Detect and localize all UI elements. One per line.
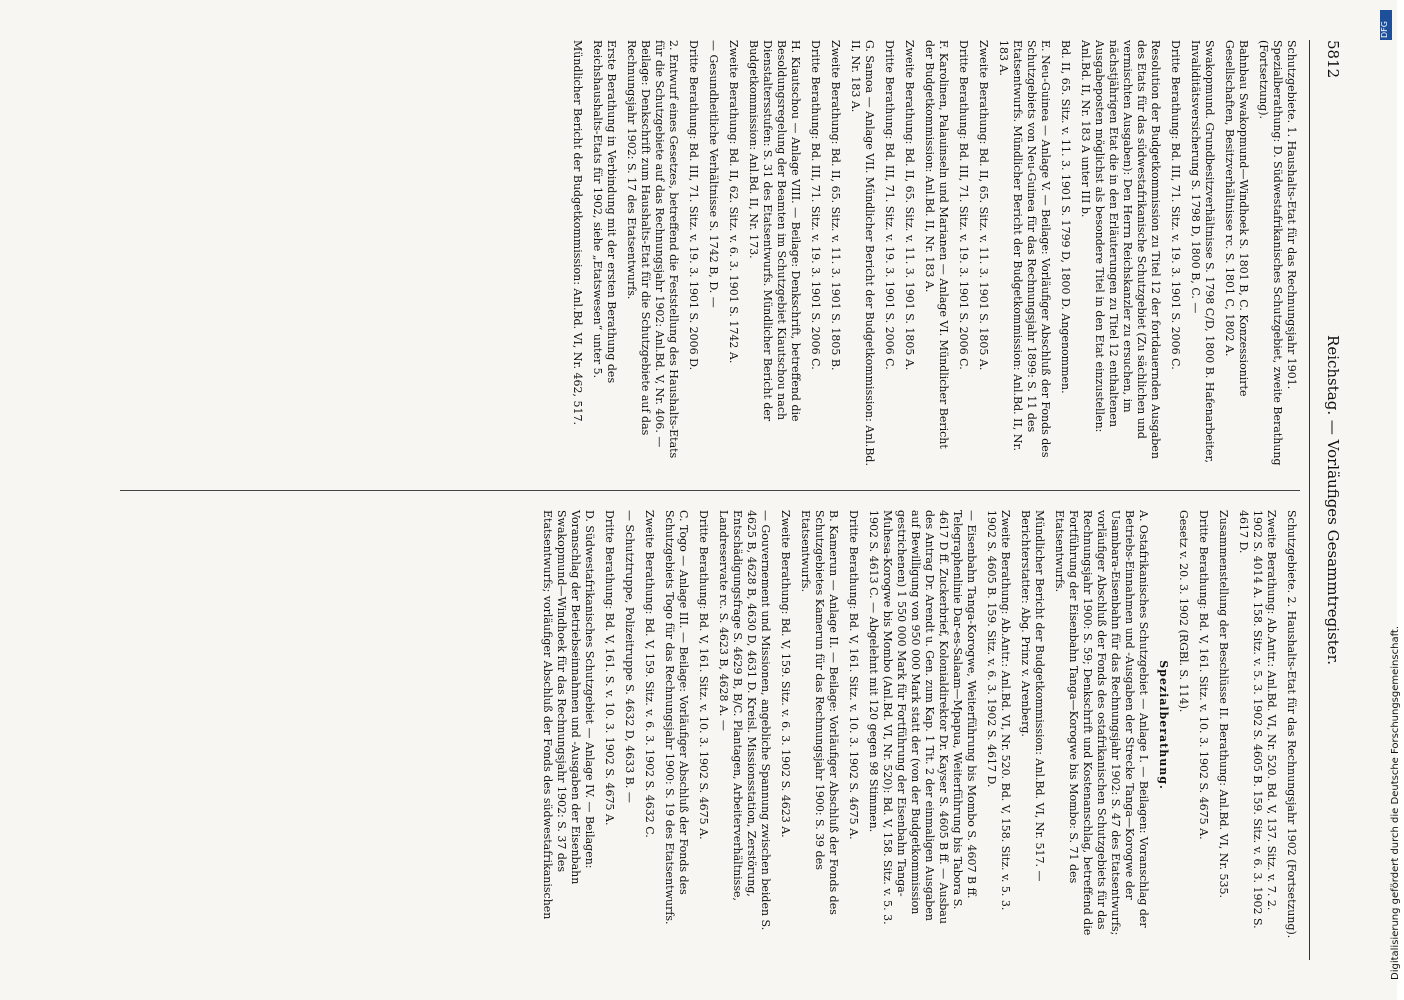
register-entry: Zweite Berathung: Bd. II, 62. Sitz. v. 6. 3. 1901 S. 1742 A. (727, 40, 740, 364)
register-entry: Mündlicher Bericht der Budgetkommission: Anl.Bd. VI, Nr. 462, 517. (571, 40, 584, 426)
register-entry: H. Kiautschou — Anlage VIII. — Beilage: Denkschrift, betreffend die Besoldungsregelung der Beamten im Schutzgebiet Kiautschou nach Dienstaltersstufen: S. 31 des Etatsentwurfs. Mündlicher Bericht der Budgetkommission: Anl.Bd. II, Nr. 173. (747, 40, 802, 422)
register-entry: Schutzgebiete. 2. Haushalts-Etat für das Rechnungsjahr 1902 (Fortsetzung). (1285, 510, 1298, 939)
page-header (1310, 40, 1350, 960)
credit-strip (1376, 20, 1401, 980)
register-entry: — Schutztruppe, Polizeitruppe S. 4632 D, 4633 B. — (623, 510, 636, 803)
register-entry: Zweite Berathung: Bd. II, 65. Sitz. v. 11. 3. 1901 S. 1805 B. (829, 40, 842, 371)
register-entry: D. Südwestafrikanisches Schutzgebiet — Anlage IV. — Beilagen: Voranschlag der Betriebseinnahmen und -Ausgaben der Eisenbahn Swakopmund—Windhoek für das Rechnungsjahr 1902: S. 37 des Etatsentwurfs; vorläufiger Abschluß der Fonds des südwestafrikanischen (541, 510, 596, 920)
register-entry: E. Neu-Guinea — Anlage V. — Beilage: Vorläufiger Abschluß der Fonds des Schutzgebiets von Neu-Guinea für das Rechnungsjahr 1899: S. 11 des Etatsentwurfs. Mündlicher Bericht der Budgetkommission: Anl.Bd. II, Nr. 183 A. (997, 40, 1052, 458)
register-entry: Bd. II, 65. Sitz. v. 11. 3. 1901 S. 1799 D, 1800 D. Angenommen. (1059, 40, 1072, 394)
left-column (118, 40, 1298, 470)
register-entry: Swakopmund. Grundbesitzverhältnisse S. 1798 C/D, 1800 B. Hafenarbeiter, Invaliditätsversicherung S. 1798 D, 1800 B, C. — (1189, 40, 1216, 464)
register-entry: B. Kamerun — Anlage II. — Beilage: Vorläufiger Abschluß der Fonds des Schutzgebietes Kamerun für das Rechnungsjahr 1900: S. 39 des Etatsentwurfs. (799, 510, 840, 915)
register-entry: Dritte Berathung: Bd. V, 161. Sitz. v. 10. 3. 1902 S. 4675 A. (847, 510, 860, 840)
register-entry: Dritte Berathung: Bd. V, 161. Sitz. v. 10. 3. 1902 S. 4675 A. (697, 510, 710, 840)
register-entry: — Gouvernement und Missionen, angebliche Spannung zwischen beiden S. 4625 B, 4628 B, 4630 D, 4631 D. Kreisl. Missionsstation, Zerstörung, Entschädigungsfrage S. 4629 B, B/C. Plantagen, Arbeiterverhältnisse, Landreservate rc. S. 4623 B, 4628 A. — (717, 510, 772, 931)
header-rule (1309, 40, 1310, 960)
register-entry: Erste Berathung in Verbindung mit der ersten Berathung des Reichshaushalts-Etats für 1902, siehe „Etatswesen“ unter 5. (591, 40, 618, 384)
register-entry: Mündlicher Bericht der Budgetkommission: Anl.Bd. VI, Nr. 517. — Berichterstatter: Abg. Prinz v. Arenberg. (1019, 510, 1046, 882)
register-entry: Dritte Berathung: Bd. III, 71. Sitz. v. 19. 3. 1901 S. 2006 C. (883, 40, 896, 370)
register-entry: — Eisenbahn Tanga-Korogwe, Weiterführung bis Mombo S. 4607 B ff. Telegraphenlinie Dar-es-Salaam—Mpapua, Weiterführung bis Tabora S. 4617 D ff. Zuckerbrief, Kolonialdirektor Dr. Kayser S. 4605 B ff. — Ausbau des Antrag Dr. Arendt u. Gen. zum Kap. 1 Tit. 2 der einmaligen Ausgaben auf Bewilligung von 950 000 Mark statt der (von der Budgetkommission gestrichenen) 1 550 000 Mark für Fortführung der Eisenbahn Tanga-Muhesa-Korogwe bis Mombo (Anl.Bd. VI, Nr. 520): Bd. V, 158. Sitz. v. 5. 3. 1902 S. 4613 C. — Abgelehnt mit 120 gegen 98 Stimmen. (867, 510, 978, 925)
register-entry: G. Samoa — Anlage VII. Mündlicher Bericht der Budgetkommission: Anl.Bd. II, Nr. 183 A. (849, 40, 876, 466)
register-entry: Zweite Berathung: Ab.Antr.: Anl.Bd. VI, Nr. 520. Bd. V, 158. Sitz. v. 5. 3. 1902 S. 4605 B. 159. Sitz. v. 6. 3. 1902 S. 4617 D. (985, 510, 1012, 911)
register-entry: Dritte Berathung: Bd. III, 71. Sitz. v. 19. 3. 1901 S. 2006 C. (957, 40, 970, 370)
register-entry: Dritte Berathung: Bd. III, 71. Sitz. v. 19. 3. 1901 S. 2006 C. (809, 40, 822, 370)
register-entry: Dritte Berathung: Bd. III, 71. Sitz. v. 19. 3. 1901 S. 2006 C. (1169, 40, 1182, 370)
register-entry: Bahnbau Swakopmund—Windhoek S. 1801 B, C. Konzessionirte Gesellschaften, Besitzverhältnisse rc. S. 1801 C, 1802 A. (1223, 40, 1250, 397)
rotated-page-content (90, 40, 1350, 960)
register-entry: Zweite Berathung: Bd. II, 65. Sitz. v. 11. 3. 1901 S. 1805 A. (903, 40, 916, 371)
register-entry: Dritte Berathung: Bd. V, 161. Sitz. v. 10. 3. 1902 S. 4675 A. (1197, 510, 1210, 840)
register-entry: Zweite Berathung: Bd. V, 159. Sitz. v. 6. 3. 1902 S. 4632 C. (643, 510, 656, 838)
register-entry: Spezialberathung. (1157, 660, 1170, 790)
register-entry: 2. Entwurf eines Gesetzes, betreffend die Feststellung des Haushalts-Etats für die Schutzgebiete auf das Rechnungsjahr 1902: Anl.Bd. V, Nr. 406. — Beilage: Denkschrift zum Haushalts-Etat für die Schutzgebiete auf das Rechnungsjahr 1902: S. 17 des Etatsentwurfs. (625, 40, 680, 459)
register-entry: Dritte Berathung: Bd. III, 71. Sitz. v. 19. 3. 1901 S. 2006 D. (687, 40, 700, 371)
register-entry: Zweite Berathung: Bd. V, 159. Sitz. v. 6. 3. 1902 S. 4623 A. (779, 510, 792, 838)
register-entry: C. Togo — Anlage III. — Beilage: Vorläufiger Abschluß der Fonds des Schutzgebiets Togo für das Rechnungsjahr 1900: S. 19 des Etatsentwurfs. (663, 510, 690, 925)
page-number: 5812 (1324, 40, 1342, 79)
register-entry: Zweite Berathung: Bd. II, 65. Sitz. v. 11. 3. 1901 S. 1805 A. (977, 40, 990, 371)
register-entry: Resolution der Budgetkommission zu Titel 12 der fortdauernden Ausgaben des Etats für das südwestafrikanische Schutzgebiet (Zu sächlichen und vermischten Ausgaben): Den Herrn Reichskanzler zu ersuchen, im nächstjährigen Etat die in den Erläuterungen zu Titel 12 enthaltenen Ausgabeposten möglichst als besondere Titel in den Etat einzustellen: Anl.Bd. II, Nr. 183 A unter III b. (1079, 40, 1162, 459)
register-entry: Zweite Berathung: Ab.Antr.: Anl.Bd. VI, Nr. 520. Bd. V, 137. Sitz. v. 7. 2. 1902 S. 4014 A. 158. Sitz. v. 5. 3. 1902 S. 4605 B. 159. Sitz. v. 6. 3. 1902 S. 4617 D. (1237, 510, 1278, 929)
register-entry: Dritte Berathung: Bd. V, 161. S. v. 10. 3. 1902 S. 4675 A. (603, 510, 616, 826)
credit-text: Digitalisierung gefördert durch die Deutsche Forschungsgemeinschaft. (1390, 625, 1401, 980)
register-entry: Schutzgebiete. 1. Haushalts-Etat für das Rechnungsjahr 1901. Spezialberathung: D. Südwestafrikanisches Schutzgebiet, zweite Berathung (Fortsetzung). (1257, 40, 1298, 466)
register-entry: Gesetz v. 20. 3. 1902 (RGBl. S. 114). (1177, 510, 1190, 713)
register-entry: — Gesundheitliche Verhältnisse S. 1742 B, D. — (707, 40, 720, 308)
page-title: Reichstag. — Vorläufiges Gesammtregister. (1324, 335, 1342, 665)
register-entry: F. Karolinen, Palauinseln und Marianen — Anlage VI. Mündlicher Bericht der Budgetkommission: Anl.Bd. II, Nr. 183 A. (923, 40, 950, 449)
register-entry: Zusammenstellung der Beschlüsse II. Berathung: Anl.Bd. VI, Nr. 535. (1217, 510, 1230, 899)
register-entry: A. Ostafrikanisches Schutzgebiet — Anlage I. — Beilagen: Voranschlag der Betriebs-Einnahmen und -Ausgaben der Strecke Tanga—Korogwe der Usambara-Eisenbahn für das Rechnungsjahr 1902: S. 47 des Etatsentwurfs; vorläufiger Abschluß der Fonds des ostafrikanischen Schutzgebiets für das Rechnungsjahr 1900: S. 59; Denkschrift und Kostenanschlag, betreffend die Fortführung der Eisenbahn Tanga—Korogwe bis Mombo: S. 71 des Etatsentwurfs. (1053, 510, 1150, 936)
dfg-logo-text: DFG (1380, 21, 1389, 38)
right-column (118, 510, 1298, 940)
column-divider (120, 490, 1300, 491)
